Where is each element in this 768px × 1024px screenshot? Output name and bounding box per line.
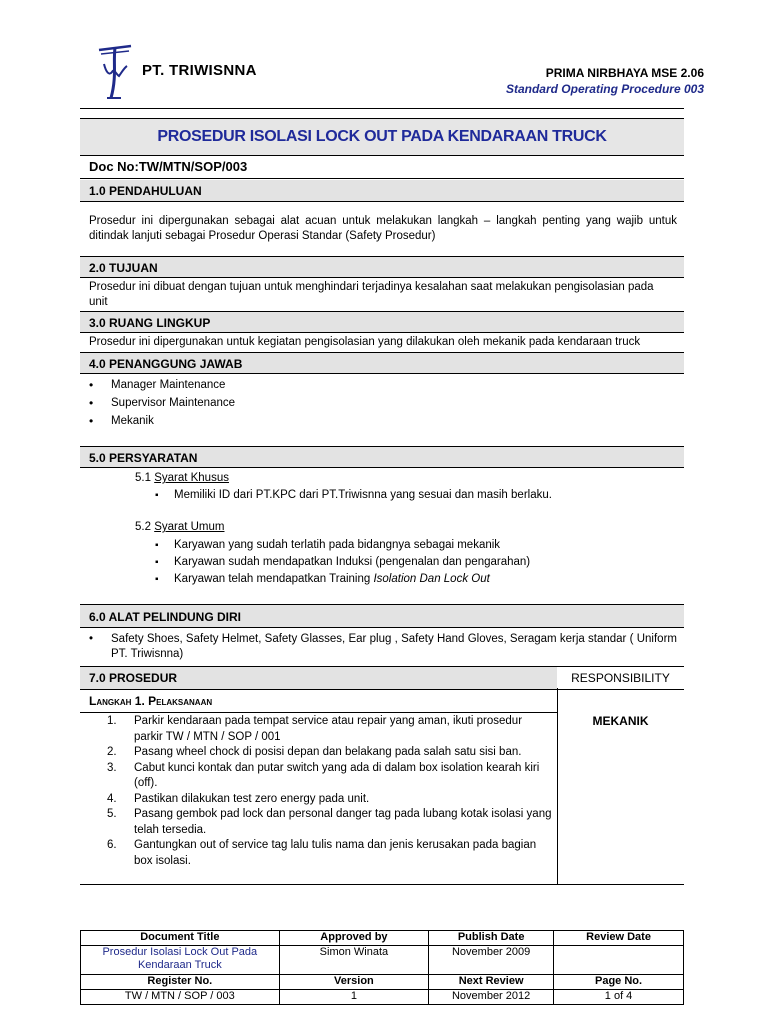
- training-name: Isolation Dan Lock Out: [373, 573, 490, 585]
- list-item: ▪ Karyawan sudah mendapatkan Induksi (pengenalan dan pengarahan): [150, 554, 530, 571]
- step-text: Parkir kendaraan pada tempat service atau repair yang aman, ikuti prosedur parkir TW / MTN / SOP / 001: [134, 715, 523, 743]
- step-title: Langkah 1. Pelaksanaan: [80, 688, 557, 713]
- step-text: Pasang wheel chock di posisi depan dan belakang pada salah satu sisi ban.: [134, 746, 522, 758]
- subsection-5-2-number: 5.2: [135, 521, 155, 533]
- section-1-text: Prosedur ini dipergunakan sebagai alat acuan untuk melakukan langkah – langkah penting yang wajib untuk ditindak lanjuti sebagai Prosedur Operasi Standar (Safety Prosedur): [89, 215, 677, 242]
- footer-review-date: [554, 946, 684, 975]
- table-row: [81, 931, 684, 946]
- list-item: ▪ Memiliki ID dari PT.KPC dari PT.Triwisnna yang sesuai dan masih berlaku.: [150, 487, 552, 504]
- footer-next-review: November 2012: [429, 990, 554, 1005]
- list-item: • Manager Maintenance: [89, 376, 235, 394]
- step-text: Pastikan dilakukan test zero energy pada unit.: [134, 792, 370, 805]
- list-item: • Safety Shoes, Safety Helmet, Safety Glasses, Ear plug , Safety Hand Gloves, Seragam kerja standar ( Uniform PT. Triwisnna): [89, 633, 677, 660]
- doc-number: Doc No:TW/MTN/SOP/003: [80, 154, 684, 179]
- procedure-table: [80, 666, 684, 885]
- table-row: [81, 975, 684, 990]
- footer-header-cell: Document Title: [81, 931, 280, 946]
- responsibility-header: RESPONSIBILITY: [571, 671, 670, 685]
- step-number: 6.: [107, 839, 117, 851]
- list-item: [107, 792, 553, 808]
- step-text: Cabut kunci kontak dan putar switch yang ada di dalam box isolation kearah kiri (off).: [134, 761, 540, 789]
- step-number: 5.: [107, 808, 117, 820]
- document-footer-table: [80, 930, 684, 1005]
- procedure-header: [80, 666, 684, 690]
- section-3-text: Prosedur ini dipergunakan untuk kegiatan pengisolasian yang dilakukan oleh mekanik pada kendaraan truck: [89, 336, 641, 348]
- list-item: [107, 714, 553, 745]
- section-2-text: Prosedur ini dibuat dengan tujuan untuk menghindari terjadinya kesalahan saat melakukan pengisolasian pada unit: [89, 281, 654, 308]
- step-number: 2.: [107, 746, 117, 758]
- header-right: [506, 66, 704, 96]
- list-item: [107, 807, 553, 838]
- footer-version: 1: [279, 990, 429, 1005]
- footer-header-cell: Page No.: [554, 975, 684, 990]
- step-number: 4.: [107, 792, 117, 805]
- training-text: Karyawan telah mendapatkan Training: [174, 573, 374, 585]
- footer-header-cell: Publish Date: [429, 931, 554, 946]
- step-list: [107, 714, 553, 869]
- footer-register-no: TW / MTN / SOP / 003: [81, 990, 280, 1005]
- subsection-5-1-title: Syarat Khusus: [154, 472, 229, 484]
- list-item: • Supervisor Maintenance: [89, 394, 235, 412]
- subsection-5-1-number: 5.1: [135, 472, 155, 484]
- list-item: [107, 838, 553, 869]
- triwisnna-logo: [95, 42, 135, 104]
- footer-header-cell: Review Date: [554, 931, 684, 946]
- subsection-5-2: [135, 521, 224, 533]
- list-item: [107, 745, 553, 761]
- table-row: [81, 946, 684, 975]
- subsection-5-1-list: [150, 487, 552, 504]
- section-5-heading: 5.0 PERSYARATAN: [80, 446, 684, 468]
- header-divider: [80, 108, 684, 109]
- section-3-heading: 3.0 RUANG LINGKUP: [80, 311, 684, 333]
- subsection-5-1: [135, 472, 229, 484]
- list-item: • Mekanik: [89, 412, 235, 430]
- step-text: Pasang gembok pad lock dan personal danger tag pada lubang kotak isolasi yang telah tersedia.: [134, 808, 552, 836]
- subsection-5-2-title: Syarat Umum: [154, 521, 225, 533]
- ppe-list: [89, 632, 677, 662]
- section-6-heading: 6.0 ALAT PELINDUNG DIRI: [80, 604, 684, 628]
- ppe-items: Safety Shoes, Safety Helmet, Safety Glasses, Ear plug , Safety Hand Gloves, Seragam kerja standar ( Uniform PT. Triwisnna): [111, 633, 677, 660]
- responsible-list: [89, 376, 235, 430]
- footer-header-cell: Approved by: [279, 931, 429, 946]
- step-number: 3.: [107, 761, 117, 774]
- subsection-5-2-list: [150, 537, 530, 588]
- section-2-heading: 2.0 TUJUAN: [80, 256, 684, 278]
- section-4-heading: 4.0 PENANGGUNG JAWAB: [80, 352, 684, 374]
- doc-series: PRIMA NIRBHAYA MSE 2.06: [545, 66, 704, 80]
- footer-doc-title: Prosedur Isolasi Lock Out Pada Kendaraan Truck: [81, 946, 280, 975]
- responsible-role: MEKANIK: [592, 714, 649, 728]
- section-7-heading: 7.0 PROSEDUR: [80, 667, 557, 689]
- document-title: PROSEDUR ISOLASI LOCK OUT PADA KENDARAAN TRUCK: [80, 118, 684, 156]
- footer-approved-by: Simon Winata: [279, 946, 429, 975]
- list-item: ▪ Karyawan yang sudah terlatih pada bidangnya sebagai mekanik: [150, 537, 530, 554]
- section-1-heading: 1.0 PENDAHULUAN: [80, 180, 684, 202]
- step-text: Gantungkan out of service tag lalu tulis nama dan jenis kerusakan pada bagian box isolasi.: [134, 839, 537, 867]
- footer-header-cell: Register No.: [81, 975, 280, 990]
- footer-header-cell: Version: [279, 975, 429, 990]
- step-number: 1.: [107, 715, 117, 727]
- table-row: [81, 990, 684, 1005]
- list-item: [150, 571, 530, 588]
- footer-publish-date: November 2009: [429, 946, 554, 975]
- footer-header-cell: Next Review: [429, 975, 554, 990]
- list-item: [107, 761, 553, 792]
- company-name: PT. TRIWISNNA: [142, 62, 257, 79]
- footer-page-no: 1 of 4: [554, 990, 684, 1005]
- sop-label: Standard Operating Procedure 003: [505, 82, 704, 96]
